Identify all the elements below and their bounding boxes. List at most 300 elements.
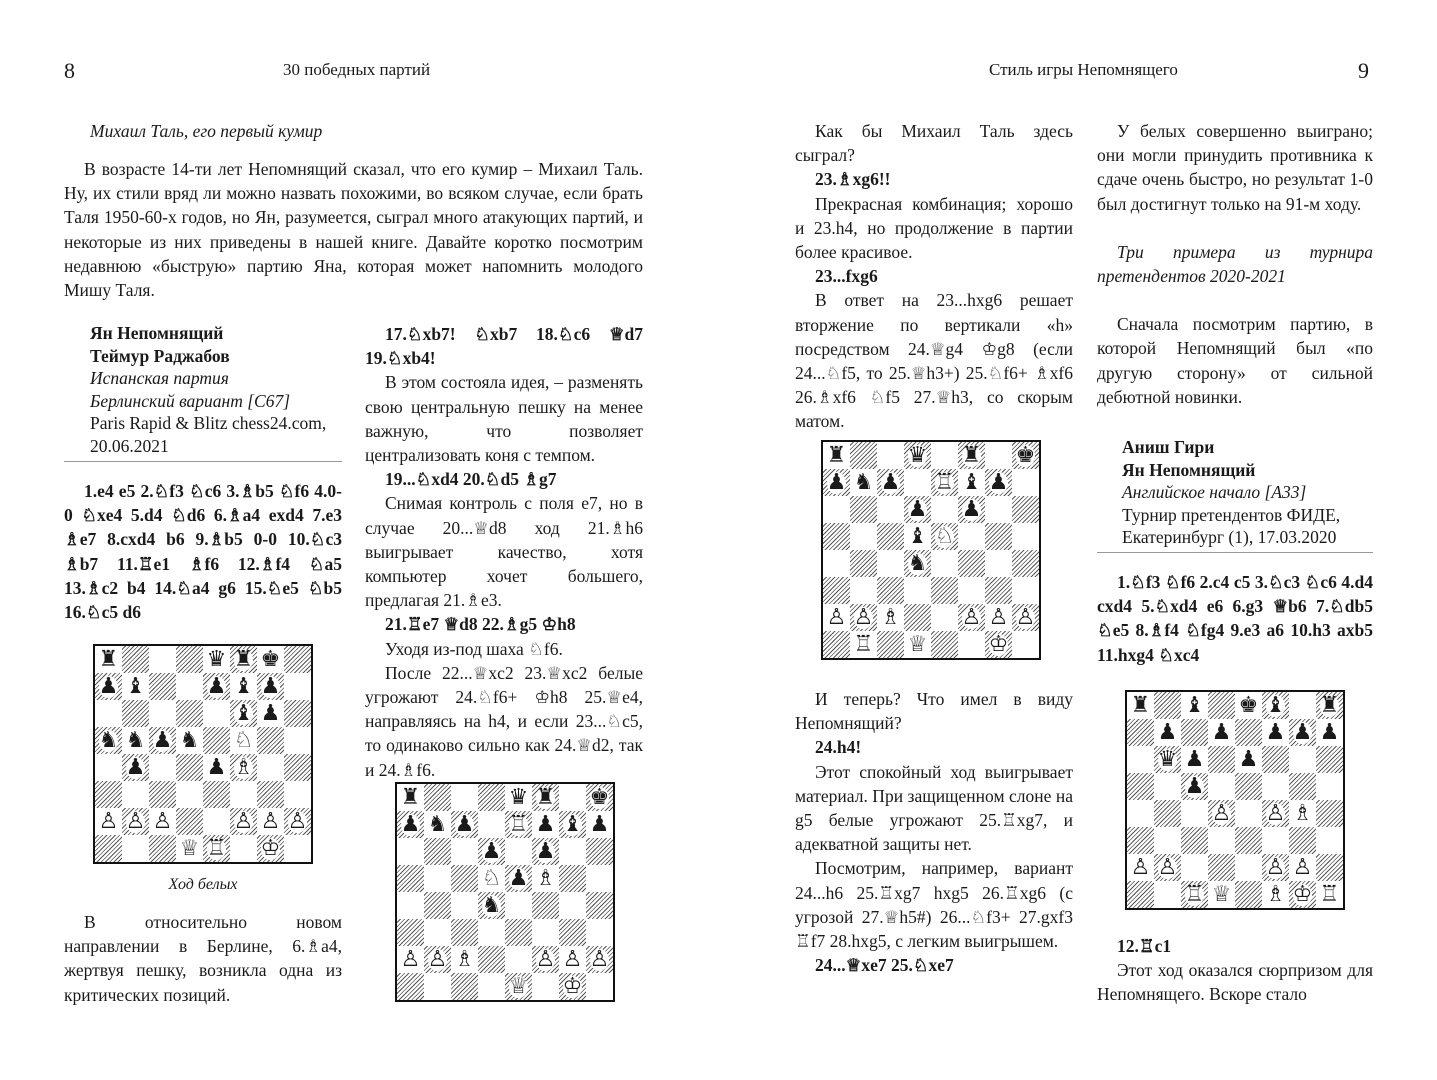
board-square xyxy=(230,700,257,727)
board-square xyxy=(257,781,284,808)
black-bishop-icon: ♝ xyxy=(1184,692,1205,718)
board-square xyxy=(1316,881,1343,908)
black-rook-icon: ♜ xyxy=(1319,692,1340,718)
board-square xyxy=(1235,692,1262,719)
board-square xyxy=(424,892,451,919)
board-square xyxy=(95,808,122,835)
white-pawn-icon: ♙ xyxy=(125,808,146,834)
board-square xyxy=(1208,719,1235,746)
board-square xyxy=(877,577,904,604)
board-square xyxy=(397,919,424,946)
board-square xyxy=(1154,827,1181,854)
board-square xyxy=(532,946,559,973)
black-bishop-icon: ♝ xyxy=(961,469,982,495)
game2-header xyxy=(1122,436,1374,549)
game1-black: Теймур Раджабов xyxy=(90,345,230,366)
board-square xyxy=(586,946,613,973)
white-queen-icon: ♕ xyxy=(907,631,928,657)
black-pawn-icon: ♟ xyxy=(400,811,421,837)
comment-19: Снимая контроль с поля е7, но в случае 20...♕d8 ход 21.♗h6 выигрывает качество, хотя компьютер хочет большего, предлагая 21.♗e3. xyxy=(365,493,643,611)
board-square xyxy=(1289,719,1316,746)
board-square xyxy=(122,781,149,808)
r-para-3: В ответ на 23...hxg6 решает вторжение по вертикали «h» посредством 24.♕g4 ♔g8 (если 24...♘f5, то 25.♕h3+) 25.♘f6+ ♗xf6 26.♗xf6 ♘f5 27.♕h3, со скорым матом. xyxy=(795,290,1073,432)
black-pawn-icon: ♟ xyxy=(454,811,475,837)
board-square xyxy=(257,754,284,781)
board-square xyxy=(149,808,176,835)
board-square xyxy=(284,808,311,835)
board-square xyxy=(203,673,230,700)
board-square xyxy=(904,523,931,550)
game1-event: Paris Rapid & Blitz chess24.com, xyxy=(90,413,327,433)
board-square xyxy=(149,754,176,781)
board-square xyxy=(505,784,532,811)
board-square xyxy=(1208,773,1235,800)
board-square xyxy=(586,811,613,838)
white-queen-icon: ♕ xyxy=(179,835,200,861)
board-square xyxy=(532,838,559,865)
board-square xyxy=(505,973,532,1000)
board-square xyxy=(1012,604,1039,631)
board-square xyxy=(1154,854,1181,881)
chess-diagram-3 xyxy=(821,440,1041,660)
black-pawn-icon: ♟ xyxy=(535,838,556,864)
board-square xyxy=(958,523,985,550)
board-square xyxy=(1262,854,1289,881)
black-pawn-icon: ♟ xyxy=(206,754,227,780)
board-square xyxy=(149,835,176,862)
board-square xyxy=(230,754,257,781)
board-square xyxy=(1235,719,1262,746)
black-knight-icon: ♞ xyxy=(125,727,146,753)
board-square xyxy=(451,784,478,811)
white-bishop-icon: ♗ xyxy=(233,754,254,780)
board-square xyxy=(451,892,478,919)
board-square xyxy=(823,604,850,631)
black-queen-icon: ♛ xyxy=(907,442,928,468)
game2-moves: 1.♘f3 ♘f6 2.c4 c5 3.♘c3 ♘c6 4.d4 cxd4 5.♘xd4 e6 6.g3 ♕b6 7.♘db5 ♘e5 8.♗f4 ♘fg4 9.e3 a6 10.h3 axb5 11.hxg4 ♘xc4 xyxy=(1097,572,1373,665)
black-bishop-icon: ♝ xyxy=(562,811,583,837)
board-square xyxy=(586,973,613,1000)
board-square xyxy=(95,727,122,754)
board-square xyxy=(1154,692,1181,719)
board-square xyxy=(397,811,424,838)
board-square xyxy=(176,700,203,727)
black-bishop-icon: ♝ xyxy=(907,523,928,549)
game1-commentary xyxy=(365,322,643,782)
board-square xyxy=(1208,881,1235,908)
move-19: 19...♘xd4 20.♘d5 ♗g7 xyxy=(385,469,557,490)
board-square xyxy=(958,631,985,658)
board-square xyxy=(532,811,559,838)
board-square xyxy=(877,496,904,523)
board-square xyxy=(284,727,311,754)
board-square xyxy=(257,835,284,862)
board-square xyxy=(176,727,203,754)
board-square xyxy=(478,838,505,865)
black-rook-icon: ♜ xyxy=(400,784,421,810)
board-square xyxy=(931,577,958,604)
board-square xyxy=(985,496,1012,523)
white-rook-icon: ♖ xyxy=(1184,881,1205,907)
board-square xyxy=(958,577,985,604)
black-bishop-icon: ♝ xyxy=(233,700,254,726)
board-square xyxy=(505,919,532,946)
board-square xyxy=(95,835,122,862)
r-para-2: Прекрасная комбинация; хорошо и 23.h4, но продолжение в партии более красивое. xyxy=(795,193,1073,263)
board-square xyxy=(284,700,311,727)
white-pawn-icon: ♙ xyxy=(400,946,421,972)
board-square xyxy=(931,523,958,550)
board-square xyxy=(122,646,149,673)
board-square xyxy=(1235,746,1262,773)
board-square xyxy=(284,673,311,700)
board-square xyxy=(397,865,424,892)
board-square xyxy=(1316,827,1343,854)
board-square xyxy=(1154,800,1181,827)
board-square xyxy=(95,673,122,700)
board-square xyxy=(1127,827,1154,854)
black-queen-icon: ♛ xyxy=(1157,746,1178,772)
white-pawn-icon: ♙ xyxy=(233,808,254,834)
white-bishop-icon: ♗ xyxy=(1265,881,1286,907)
intro-paragraph: В возрасте 14-ти лет Непомнящий сказал, что его кумир – Михаил Таль. Ну, их стили вряд ли можно назвать похожими, во всяком случае, если брать Таля 1950-60-х годов, но Ян, разумеется, сыграл много атакующих партий, и некоторые из них приведены в нашей книге. Давайте коротко посмотрим недавнюю «быструю» партию Яна, которая может напомнить молодого Мишу Таля. xyxy=(64,159,643,301)
white-rook-icon: ♖ xyxy=(934,469,955,495)
board-square xyxy=(877,469,904,496)
black-knight-icon: ♞ xyxy=(427,811,448,837)
board-square xyxy=(149,700,176,727)
board-square xyxy=(559,865,586,892)
game1-date: 20.06.2021 xyxy=(90,435,169,456)
board-square xyxy=(958,550,985,577)
board-square xyxy=(931,469,958,496)
move-17: 17.♘xb7! ♘xb7 18.♘c6 ♕d7 19.♘xb4! xyxy=(365,324,643,369)
board-square xyxy=(203,754,230,781)
board-square xyxy=(1012,442,1039,469)
left-para-after-diagram: В относительно новом направлении в Берлине, 6.♗a4, жертвуя пешку, возникла одна из критических позиций. xyxy=(64,912,342,1005)
board-square xyxy=(904,631,931,658)
white-pawn-icon: ♙ xyxy=(535,946,556,972)
white-bishop-icon: ♗ xyxy=(1292,800,1313,826)
board-square xyxy=(505,865,532,892)
board-square xyxy=(958,442,985,469)
r2-para-3: Этот ход оказался сюрпризом для Непомнящего. Вскоре стало xyxy=(1097,960,1373,1005)
board-square xyxy=(122,700,149,727)
r-para-6: Посмотрим, например, вариант 24...h6 25.♖xg7 hxg5 26.♖xg6 (с угрозой 27.♕h5#) 26...♘f3+ 27.gxf3 ♖f7 28.hxg5, с легким выигрышем. xyxy=(795,858,1073,952)
white-bishop-icon: ♗ xyxy=(535,865,556,891)
board-square xyxy=(559,946,586,973)
board-square xyxy=(931,631,958,658)
board-square xyxy=(532,919,559,946)
board-square xyxy=(230,727,257,754)
board-square xyxy=(230,646,257,673)
board-square xyxy=(424,811,451,838)
board-square xyxy=(823,631,850,658)
board-square xyxy=(95,754,122,781)
move-24b: 24...♕xe7 25.♘xe7 xyxy=(815,955,954,976)
r2-section-title: Три примера из турнира претендентов 2020-2021 xyxy=(1097,241,1373,287)
board-square xyxy=(559,919,586,946)
board-square xyxy=(1127,881,1154,908)
board-square xyxy=(985,604,1012,631)
board-square xyxy=(532,973,559,1000)
board-square xyxy=(1262,881,1289,908)
board-square xyxy=(1262,773,1289,800)
black-pawn-icon: ♟ xyxy=(206,673,227,699)
board-square xyxy=(424,946,451,973)
board-square xyxy=(931,496,958,523)
board-square xyxy=(1181,800,1208,827)
board-square xyxy=(397,946,424,973)
board-square xyxy=(176,754,203,781)
right-col1-text-2 xyxy=(795,687,1073,977)
board-square xyxy=(985,577,1012,604)
board-square xyxy=(1127,692,1154,719)
board-square xyxy=(1181,854,1208,881)
board-square xyxy=(850,550,877,577)
black-pawn-icon: ♟ xyxy=(508,865,529,891)
white-pawn-icon: ♙ xyxy=(961,604,982,630)
board-square xyxy=(424,973,451,1000)
board-square xyxy=(1235,881,1262,908)
board-square xyxy=(478,973,505,1000)
board-square xyxy=(424,919,451,946)
game1-divider xyxy=(64,461,342,462)
game2-white: Аниш Гири xyxy=(1122,437,1215,457)
board-square xyxy=(478,811,505,838)
board-square xyxy=(1127,800,1154,827)
board-square xyxy=(1154,881,1181,908)
board-square xyxy=(904,550,931,577)
black-pawn-icon: ♟ xyxy=(1184,746,1205,772)
left-running-header: 30 победных партий xyxy=(283,60,431,79)
board-square xyxy=(1208,692,1235,719)
board-square xyxy=(559,838,586,865)
board-square xyxy=(1316,719,1343,746)
board-square xyxy=(958,469,985,496)
black-queen-icon: ♛ xyxy=(508,784,529,810)
board-square xyxy=(1289,773,1316,800)
board-square xyxy=(203,808,230,835)
black-pawn-icon: ♟ xyxy=(589,811,610,837)
black-rook-icon: ♜ xyxy=(1130,692,1151,718)
board-square xyxy=(1012,577,1039,604)
black-pawn-icon: ♟ xyxy=(535,811,556,837)
board-square xyxy=(1262,827,1289,854)
black-bishop-icon: ♝ xyxy=(125,673,146,699)
board-square xyxy=(284,646,311,673)
game1-variation: Берлинский вариант [C67] xyxy=(90,390,291,411)
white-pawn-icon: ♙ xyxy=(826,604,847,630)
board-square xyxy=(451,838,478,865)
board-square xyxy=(176,808,203,835)
black-queen-icon: ♛ xyxy=(206,646,227,672)
board-square xyxy=(877,604,904,631)
board-square xyxy=(176,646,203,673)
board-square xyxy=(505,946,532,973)
board-square xyxy=(95,646,122,673)
black-king-icon: ♚ xyxy=(1238,692,1259,718)
board-square xyxy=(985,631,1012,658)
board-square xyxy=(257,700,284,727)
game2-divider xyxy=(1097,552,1373,553)
board-square xyxy=(1316,854,1343,881)
board-square xyxy=(149,727,176,754)
white-rook-icon: ♖ xyxy=(853,631,874,657)
board-square xyxy=(176,781,203,808)
white-pawn-icon: ♙ xyxy=(988,604,1009,630)
board-square xyxy=(586,892,613,919)
board-square xyxy=(478,865,505,892)
board-square xyxy=(877,631,904,658)
black-knight-icon: ♞ xyxy=(179,727,200,753)
right-col2-text-2 xyxy=(1097,934,1373,1007)
right-col2-text xyxy=(1097,119,1373,409)
board-square xyxy=(532,865,559,892)
board-square xyxy=(1012,496,1039,523)
board-square xyxy=(230,835,257,862)
board-square xyxy=(823,550,850,577)
board-square xyxy=(850,631,877,658)
board-square xyxy=(1289,746,1316,773)
black-pawn-icon: ♟ xyxy=(152,727,173,753)
board-square xyxy=(505,892,532,919)
black-pawn-icon: ♟ xyxy=(1184,773,1205,799)
board-square xyxy=(397,838,424,865)
board-square xyxy=(985,469,1012,496)
board-square xyxy=(877,550,904,577)
board-square xyxy=(284,754,311,781)
board-square xyxy=(1127,746,1154,773)
white-pawn-icon: ♙ xyxy=(1130,854,1151,880)
board-square xyxy=(424,838,451,865)
board-square xyxy=(985,550,1012,577)
move-24: 24.h4! xyxy=(815,737,862,758)
board-square xyxy=(958,604,985,631)
comment-17: В этом состояла идея, – разменять свою центральную пешку на менее важную, что позволяет централизовать коня с темпом. xyxy=(365,372,643,466)
board-square xyxy=(823,469,850,496)
board-square xyxy=(1235,854,1262,881)
board-square xyxy=(559,811,586,838)
board-square xyxy=(850,604,877,631)
board-square xyxy=(823,577,850,604)
white-rook-icon: ♖ xyxy=(1319,881,1340,907)
board-square xyxy=(904,577,931,604)
board-square xyxy=(559,784,586,811)
black-pawn-icon: ♟ xyxy=(1157,719,1178,745)
black-pawn-icon: ♟ xyxy=(907,496,928,522)
white-pawn-icon: ♙ xyxy=(287,808,308,834)
board-square xyxy=(451,919,478,946)
black-rook-icon: ♜ xyxy=(233,646,254,672)
white-knight-icon: ♘ xyxy=(934,523,955,549)
board-square xyxy=(823,442,850,469)
board-square xyxy=(559,973,586,1000)
move-21: 21.♖e7 ♕d8 22.♗g5 ♔h8 xyxy=(385,614,576,635)
board-square xyxy=(95,700,122,727)
board-square xyxy=(904,469,931,496)
board-square xyxy=(424,784,451,811)
board-square xyxy=(478,784,505,811)
black-pawn-icon: ♟ xyxy=(1238,746,1259,772)
board-square xyxy=(95,781,122,808)
board-square xyxy=(958,496,985,523)
board-square xyxy=(1289,827,1316,854)
board-square xyxy=(1289,692,1316,719)
board-square xyxy=(122,808,149,835)
board-square xyxy=(1262,746,1289,773)
board-square xyxy=(850,496,877,523)
board-square xyxy=(1012,469,1039,496)
board-square xyxy=(1012,523,1039,550)
board-square xyxy=(931,604,958,631)
white-bishop-icon: ♗ xyxy=(454,946,475,972)
black-king-icon: ♚ xyxy=(260,646,281,672)
board-square xyxy=(451,973,478,1000)
black-pawn-icon: ♟ xyxy=(880,469,901,495)
board-square xyxy=(424,865,451,892)
move-12: 12.♖c1 xyxy=(1117,936,1172,956)
white-pawn-icon: ♙ xyxy=(260,808,281,834)
board-square xyxy=(904,604,931,631)
black-king-icon: ♚ xyxy=(589,784,610,810)
board-square xyxy=(532,784,559,811)
move-23: 23.♗xg6!! xyxy=(815,169,891,190)
diagram1-caption: Ход белых xyxy=(168,876,238,893)
left-section-title: Михаил Таль, его первый кумир xyxy=(90,121,323,141)
game2-place-date: Екатеринбург (1), 17.03.2020 xyxy=(1122,527,1337,547)
board-square xyxy=(451,865,478,892)
board-square xyxy=(850,469,877,496)
black-pawn-icon: ♟ xyxy=(260,700,281,726)
black-pawn-icon: ♟ xyxy=(260,673,281,699)
board-square xyxy=(904,496,931,523)
white-queen-icon: ♕ xyxy=(1211,881,1232,907)
board-square xyxy=(176,673,203,700)
board-square xyxy=(586,838,613,865)
board-square xyxy=(122,727,149,754)
board-square xyxy=(823,523,850,550)
board-square xyxy=(397,973,424,1000)
board-square xyxy=(1208,854,1235,881)
black-knight-icon: ♞ xyxy=(853,469,874,495)
move-23b: 23...fxg6 xyxy=(815,266,878,287)
board-square xyxy=(985,523,1012,550)
board-square xyxy=(451,811,478,838)
white-king-icon: ♔ xyxy=(1292,881,1313,907)
board-square xyxy=(257,673,284,700)
board-square xyxy=(904,442,931,469)
white-pawn-icon: ♙ xyxy=(1211,800,1232,826)
white-rook-icon: ♖ xyxy=(206,835,227,861)
board-square xyxy=(122,673,149,700)
board-square xyxy=(149,781,176,808)
board-square xyxy=(877,442,904,469)
board-square xyxy=(1289,800,1316,827)
board-square xyxy=(451,946,478,973)
white-king-icon: ♔ xyxy=(988,631,1009,657)
board-square xyxy=(1316,773,1343,800)
board-square xyxy=(586,919,613,946)
board-square xyxy=(985,442,1012,469)
board-square xyxy=(877,523,904,550)
black-pawn-icon: ♟ xyxy=(125,754,146,780)
black-rook-icon: ♜ xyxy=(826,442,847,468)
board-square xyxy=(586,784,613,811)
black-pawn-icon: ♟ xyxy=(98,673,119,699)
black-rook-icon: ♜ xyxy=(98,646,119,672)
board-square xyxy=(823,496,850,523)
black-pawn-icon: ♟ xyxy=(826,469,847,495)
